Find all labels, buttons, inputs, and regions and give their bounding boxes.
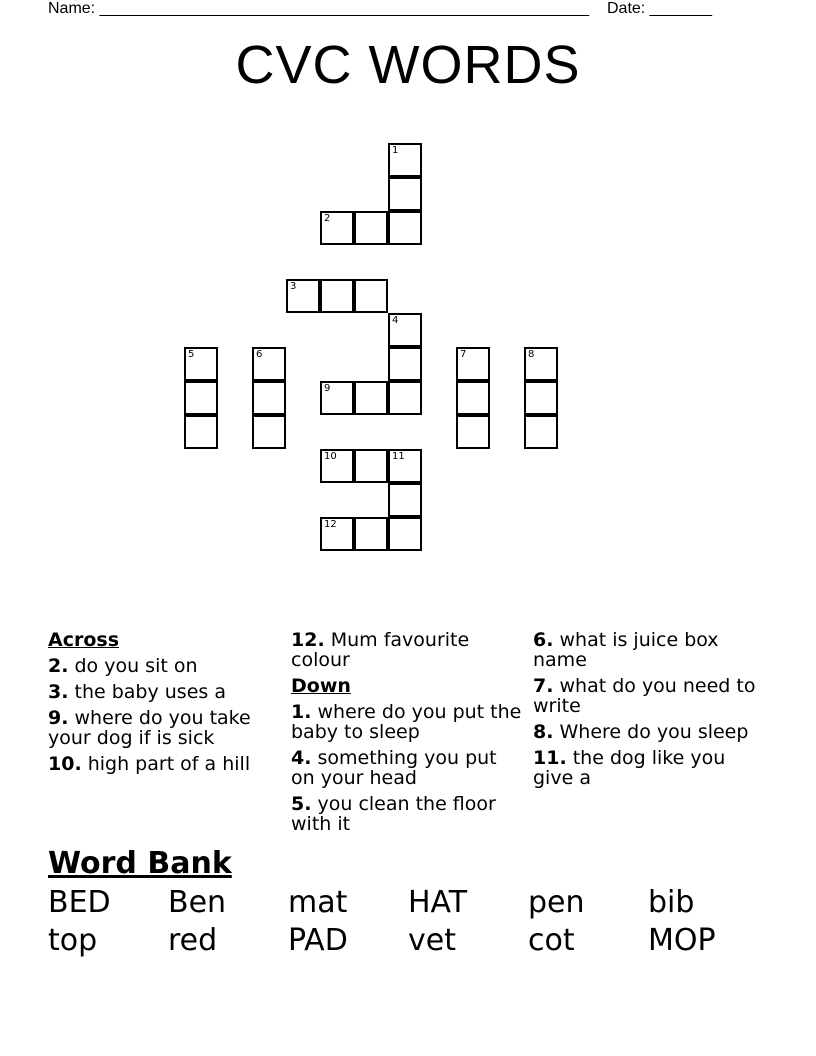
crossword-cell[interactable]	[354, 517, 388, 551]
word-bank-item: bib	[648, 885, 695, 920]
word-bank-title: Word Bank	[48, 846, 232, 881]
word-bank-item: mat	[288, 885, 348, 920]
clue-text: high part of a hill	[87, 753, 251, 775]
clue-text: where do you put the baby to sleep	[291, 701, 522, 743]
across-heading: Across	[48, 629, 120, 651]
crossword-cell[interactable]	[320, 211, 354, 245]
cell-number: 7	[460, 349, 467, 360]
clue-number: 11.	[533, 747, 567, 769]
crossword-cell[interactable]	[388, 211, 422, 245]
clue-number: 8.	[533, 721, 554, 743]
across-clue-2	[48, 656, 280, 676]
clue-number: 3.	[48, 681, 69, 703]
clue-text: do you sit on	[74, 655, 198, 677]
crossword-cell[interactable]	[388, 517, 422, 551]
page-title: CVC WORDS	[235, 35, 581, 95]
word-bank-item: vet	[408, 923, 456, 958]
cell-number: 5	[188, 349, 195, 360]
clue-text: the dog like you give a	[533, 747, 726, 789]
crossword-cell[interactable]	[388, 381, 422, 415]
clue-number: 4.	[291, 747, 312, 769]
word-bank-item: MOP	[648, 923, 716, 958]
clues-column-1	[48, 628, 280, 780]
crossword-cell[interactable]	[184, 415, 218, 449]
crossword-cell[interactable]	[388, 483, 422, 517]
crossword-cell[interactable]	[320, 279, 354, 313]
word-bank-item: top	[48, 923, 98, 958]
cell-number: 3	[290, 281, 297, 292]
crossword-cell[interactable]	[524, 381, 558, 415]
crossword-cell[interactable]	[456, 347, 490, 381]
across-clue-9	[48, 708, 280, 748]
crossword-cell[interactable]	[354, 449, 388, 483]
crossword-cell[interactable]	[354, 279, 388, 313]
crossword-cell[interactable]	[320, 381, 354, 415]
word-bank-item: BED	[48, 885, 111, 920]
crossword-cell[interactable]	[388, 347, 422, 381]
clue-number: 5.	[291, 793, 312, 815]
cell-number: 4	[392, 315, 399, 326]
clue-number: 12.	[291, 629, 325, 651]
crossword-cell[interactable]	[354, 381, 388, 415]
crossword-cell[interactable]	[524, 347, 558, 381]
crossword-cell[interactable]	[252, 381, 286, 415]
crossword-cell[interactable]	[456, 381, 490, 415]
down-clue-4	[291, 748, 523, 788]
cell-number: 8	[528, 349, 535, 360]
down-clue-5	[291, 794, 523, 834]
clues-column-3	[533, 628, 757, 794]
across-clue-10	[48, 754, 280, 774]
clue-number: 9.	[48, 707, 69, 729]
cell-number: 1	[392, 145, 399, 156]
crossword-cell[interactable]	[354, 211, 388, 245]
clue-text: where do you take your dog if is sick	[48, 707, 251, 749]
crossword-cell[interactable]	[320, 449, 354, 483]
across-clue-3	[48, 682, 280, 702]
crossword-cell[interactable]	[388, 313, 422, 347]
clue-text: the baby uses a	[74, 681, 226, 703]
clue-number: 7.	[533, 675, 554, 697]
down-clue-1	[291, 702, 523, 742]
clue-text: Where do you sleep	[559, 721, 749, 743]
word-bank-item: HAT	[408, 885, 468, 920]
word-bank-item: PAD	[288, 923, 348, 958]
crossword-cell[interactable]	[252, 415, 286, 449]
crossword-cell[interactable]	[388, 449, 422, 483]
word-bank-item: red	[168, 923, 218, 958]
cell-number: 6	[256, 349, 263, 360]
crossword-cell[interactable]	[456, 415, 490, 449]
down-clue-11	[533, 748, 757, 788]
crossword-cell[interactable]	[388, 143, 422, 177]
clue-number: 6.	[533, 629, 554, 651]
cell-number: 2	[324, 213, 331, 224]
cell-number: 11	[392, 451, 405, 462]
name-label: Name: _______________________________________________________	[48, 0, 589, 17]
down-clue-6	[533, 630, 757, 670]
clue-number: 1.	[291, 701, 312, 723]
down-clue-8	[533, 722, 757, 742]
crossword-cell[interactable]	[184, 347, 218, 381]
crossword-cell[interactable]	[252, 347, 286, 381]
cell-number: 10	[324, 451, 337, 462]
down-heading: Down	[291, 675, 351, 697]
clue-text: what do you need to write	[533, 675, 756, 717]
clue-text: you clean the floor with it	[291, 793, 496, 835]
crossword-cell[interactable]	[388, 177, 422, 211]
clue-text: what is juice box name	[533, 629, 719, 671]
clue-number: 2.	[48, 655, 69, 677]
crossword-cell[interactable]	[524, 415, 558, 449]
crossword-cell[interactable]	[320, 517, 354, 551]
clues-column-2	[291, 628, 523, 840]
clue-text: Mum favourite colour	[291, 629, 470, 671]
cell-number: 9	[324, 383, 331, 394]
word-bank-item: cot	[528, 923, 575, 958]
clue-number: 10.	[48, 753, 82, 775]
cell-number: 12	[324, 519, 337, 530]
clue-text: something you put on your head	[291, 747, 497, 789]
crossword-cell[interactable]	[184, 381, 218, 415]
word-bank	[48, 884, 768, 960]
word-bank-item: Ben	[168, 885, 227, 920]
down-clue-7	[533, 676, 757, 716]
date-label: Date: _______	[606, 0, 712, 17]
crossword-cell[interactable]	[286, 279, 320, 313]
word-bank-item: pen	[528, 885, 585, 920]
across-clue-12	[291, 630, 523, 670]
